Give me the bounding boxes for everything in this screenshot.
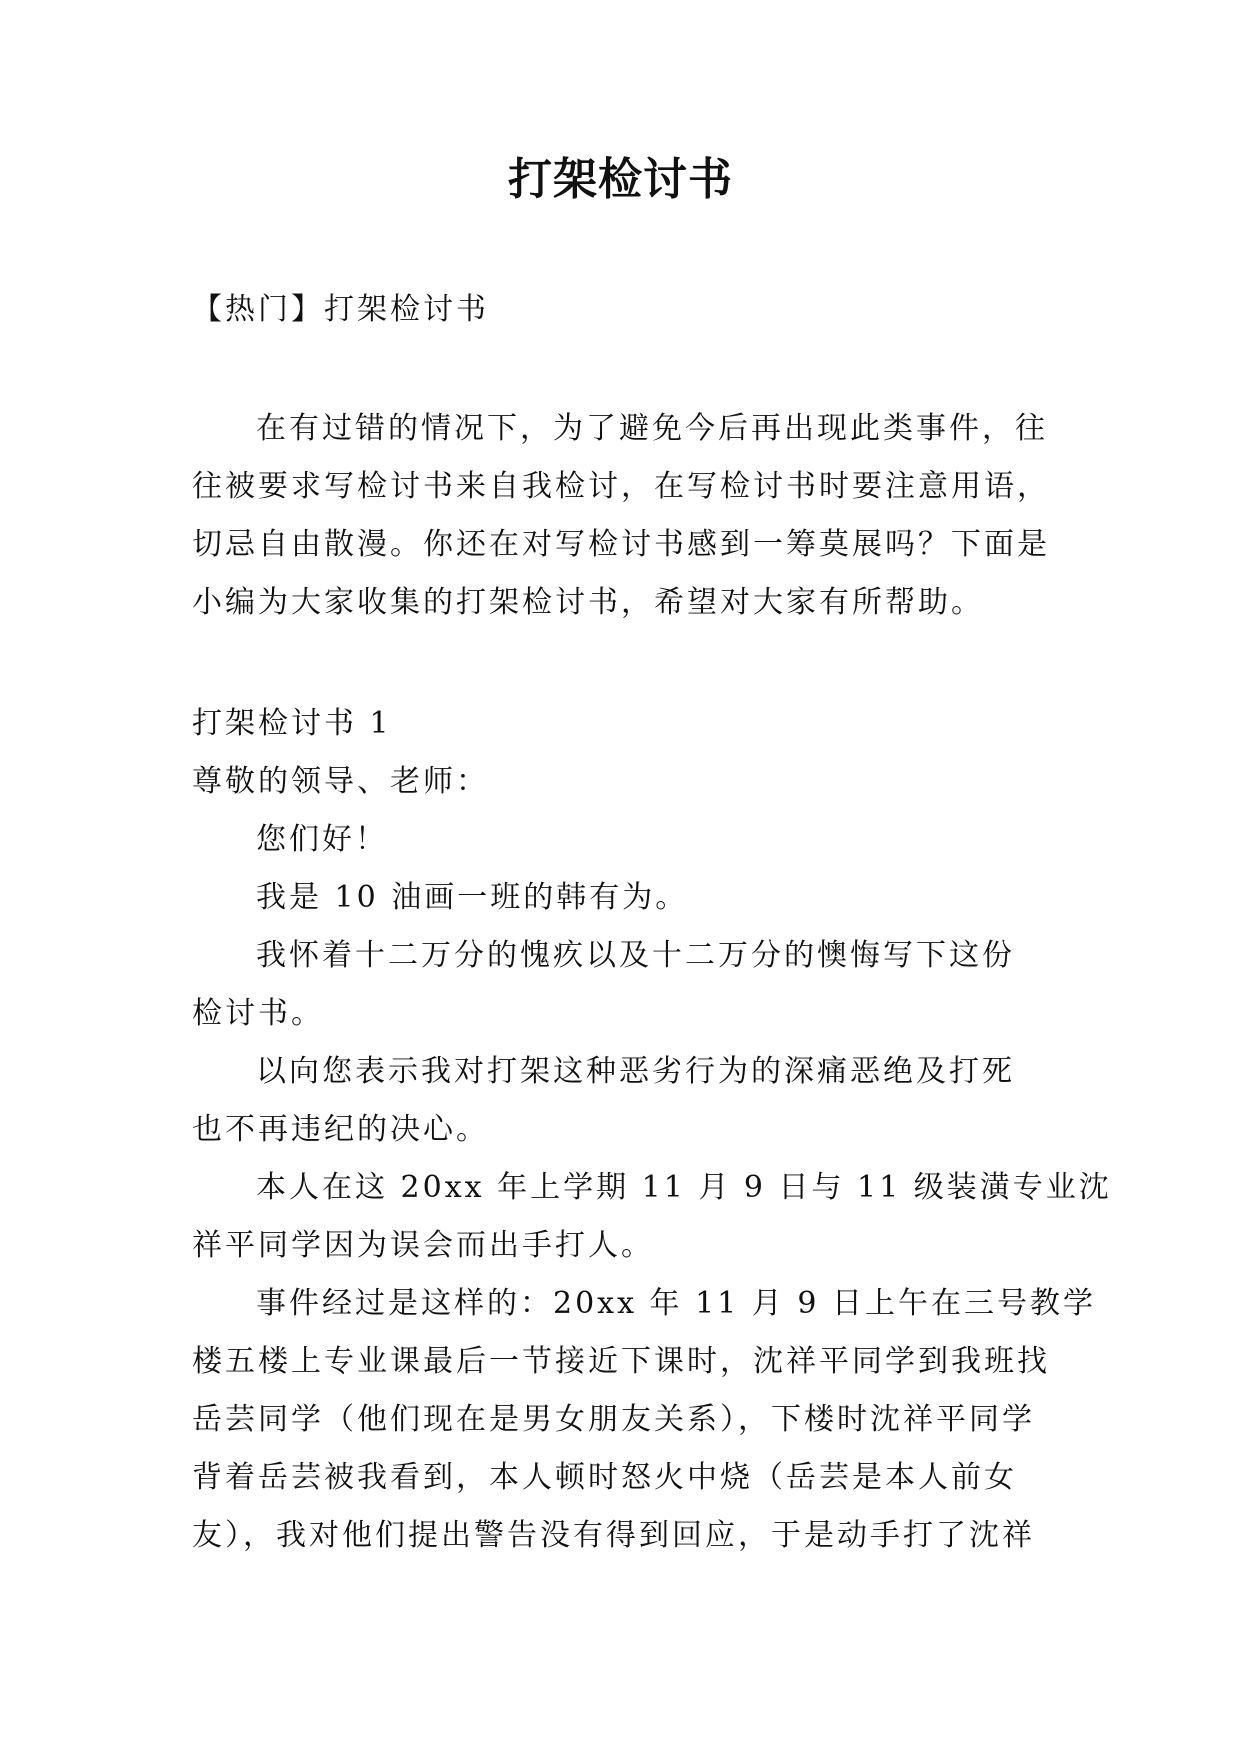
body-line: 也不再违纪的决心。	[192, 1112, 489, 1147]
body-line: 背着岳芸被我看到，本人顿时怒火中烧（岳芸是本人前女	[192, 1460, 1017, 1495]
intro-line: 切忌自由散漫。你还在对写检讨书感到一筹莫展吗？下面是	[192, 527, 1050, 562]
body-line: 友），我对他们提出警告没有得到回应，于是动手打了沈祥	[192, 1518, 1035, 1553]
intro-paragraph	[192, 400, 1052, 632]
body-line: 本人在这 20xx 年上学期 11 月 9 日与 11 级装潢专业沈	[256, 1170, 1112, 1205]
greeting: 您们好！	[256, 822, 388, 857]
document-title: 打架检讨书	[508, 154, 733, 205]
body-line: 事件经过是这样的：20xx 年 11 月 9 日上午在三号教学	[256, 1286, 1096, 1321]
body-line: 楼五楼上专业课最后一节接近下课时，沈祥平同学到我班找	[192, 1344, 1050, 1379]
body-line: 岳芸同学（他们现在是男女朋友关系），下楼时沈祥平同学	[192, 1402, 1035, 1437]
body-line: 我怀着十二万分的愧疚以及十二万分的懊悔写下这份	[256, 938, 1015, 973]
letter-body	[192, 695, 1112, 1565]
intro-line: 往被要求写检讨书来自我检讨，在写检讨书时要注意用语，	[192, 469, 1050, 504]
intro-line: 小编为大家收集的打架检讨书，希望对大家有所帮助。	[192, 585, 984, 620]
body-line: 检讨书。	[192, 996, 324, 1031]
subtitle-line: 【热门】打架检讨书	[192, 292, 489, 327]
salutation: 尊敬的领导、老师：	[192, 764, 489, 799]
body-line: 以向您表示我对打架这种恶劣行为的深痛恶绝及打死	[256, 1054, 1015, 1089]
intro-line: 在有过错的情况下，为了避免今后再出现此类事件，往	[256, 411, 1048, 446]
body-line: 我是 10 油画一班的韩有为。	[256, 880, 689, 915]
document-subtitle	[192, 281, 1052, 339]
section-heading: 打架检讨书 1	[192, 706, 392, 741]
body-line: 祥平同学因为误会而出手打人。	[192, 1228, 654, 1263]
